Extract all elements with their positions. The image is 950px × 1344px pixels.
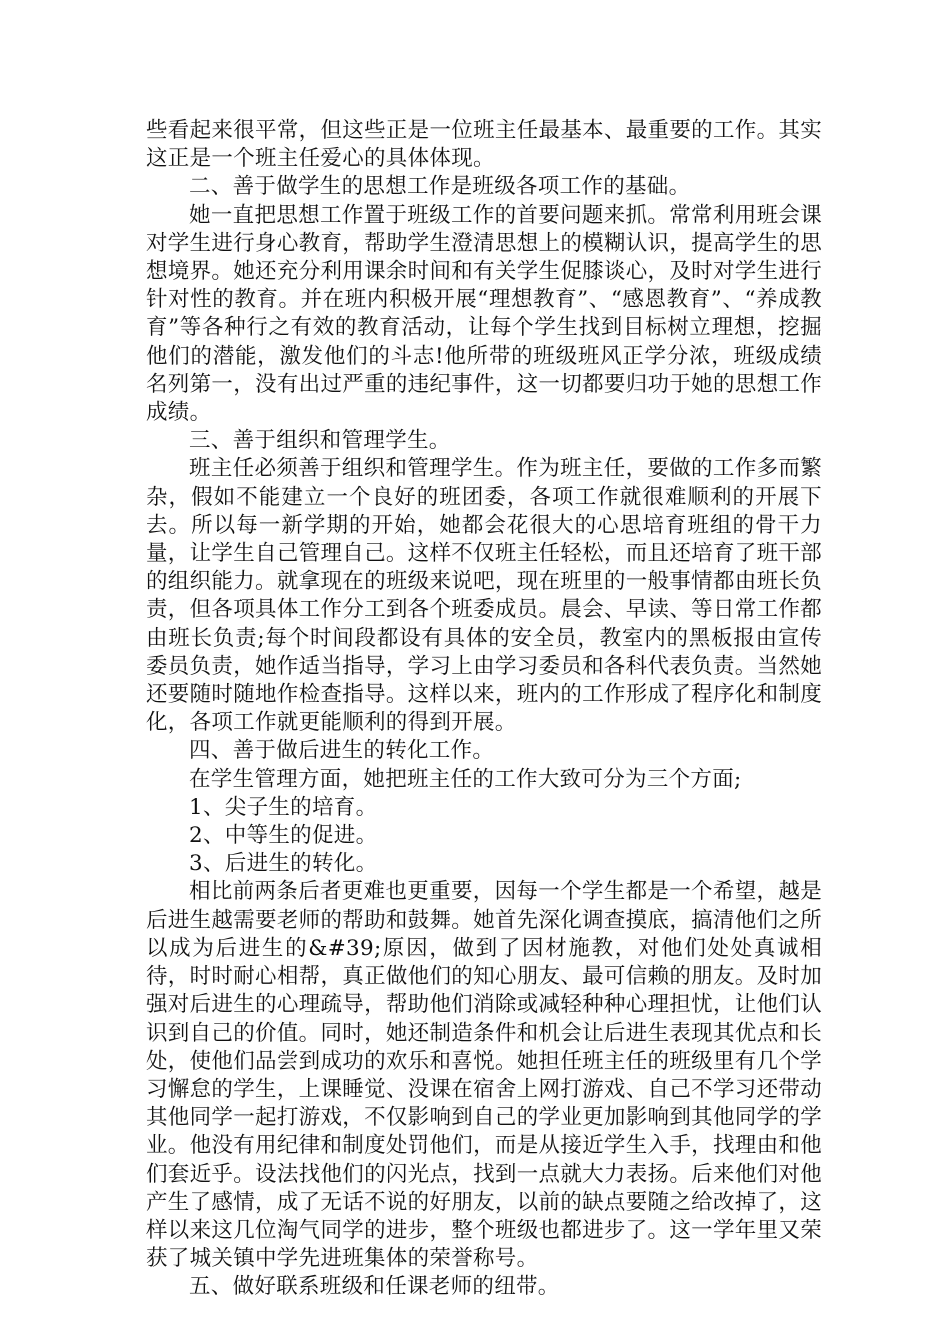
list-item-3: 3、后进生的转化。 [189, 851, 378, 877]
paragraph-section-4-body: 相比前两条后者更难也更重要，因每一个学生都是一个希望，越是后进生越需要老师的帮助和鼓舞。她首先深化调查摸底，搞清他们之所以成为后进生的&#39;原因，做到了因材施教，对他们处处真诚相待，时时耐心相帮，真正做他们的知心朋友、最可信赖的朋友。及时加强对后进生的心理疏导，帮助他们消除或减轻种种心理担忧，让他们认识到自己的价值。同时，她还制造条件和机会让后进生表现其优点和长处，使他们品尝到成功的欢乐和喜悦。她担任班主任的班级里有几个学习懈怠的学生，上课睡觉、没课在宿舍上网打游戏、自己不学习还带动其他同学一起打游戏，不仅影响到自己的学业更加影响到其他同学的学业。他没有用纪律和制度处罚他们，而是从接近学生入手，找理由和他们套近乎。设法找他们的闪光点，找到一点就大力表扬。后来他们对他产生了感情，成了无话不说的好朋友，以前的缺点要随之给改掉了，这样以来这几位淘气同学的进步，整个班级也都进步了。这一学年里又荣获了城关镇中学先进班集体的荣誉称号。 [146, 879, 822, 1272]
list-item-2: 2、中等生的促进。 [189, 823, 378, 849]
paragraph-section-2: 她一直把思想工作置于班级工作的首要问题来抓。常常利用班会课对学生进行身心教育，帮助学生澄清思想上的模糊认识，提高学生的思想境界。她还充分利用课余时间和有关学生促膝谈心，及时对学生进行针对性的教育。并在班内积极开展“理想教育”、“感恩教育”、“养成教育”等各种行之有效的教育活动，让每个学生找到目标树立理想，挖掘他们的潜能，激发他们的斗志!他所带的班级班风正学分浓，班级成绩名列第一，没有出过严重的违纪事件，这一切都要归功于她的思想工作成绩。 [146, 202, 822, 426]
heading-section-2: 二、善于做学生的思想工作是班级各项工作的基础。 [189, 174, 691, 200]
paragraph-section-3: 班主任必须善于组织和管理学生。作为班主任，要做的工作多而繁杂，假如不能建立一个良好的班团委，各项工作就很难顺利的开展下去。所以每一新学期的开始，她都会花很大的心思培育班组的骨干力量，让学生自己管理自己。这样不仅班主任轻松，而且还培育了班干部的组织能力。就拿现在的班级来说吧，现在班里的一般事情都由班长负责，但各项具体工作分工到各个班委成员。晨会、早读、等日常工作都由班长负责;每个时间段都设有具体的安全员，教室内的黑板报由宣传委员负责，她作适当指导，学习上由学习委员和各科代表负责。当然她还要随时随地作检查指导。这样以来，班内的工作形成了程序化和制度化，各项工作就更能顺利的得到开展。 [146, 456, 822, 736]
paragraph-section-4-intro: 在学生管理方面，她把班主任的工作大致可分为三个方面; [189, 766, 742, 792]
paragraph-1: 些看起来很平常，但这些正是一位班主任最基本、最重要的工作。其实这正是一个班主任爱心的具体体现。 [146, 118, 822, 172]
heading-section-4: 四、善于做后进生的转化工作。 [189, 738, 495, 764]
document-body [146, 117, 822, 1302]
list-item-1: 1、尖子生的培育。 [189, 794, 378, 820]
heading-section-5: 五、做好联系班级和任课老师的纽带。 [189, 1274, 560, 1300]
heading-section-3: 三、善于组织和管理学生。 [189, 428, 451, 454]
